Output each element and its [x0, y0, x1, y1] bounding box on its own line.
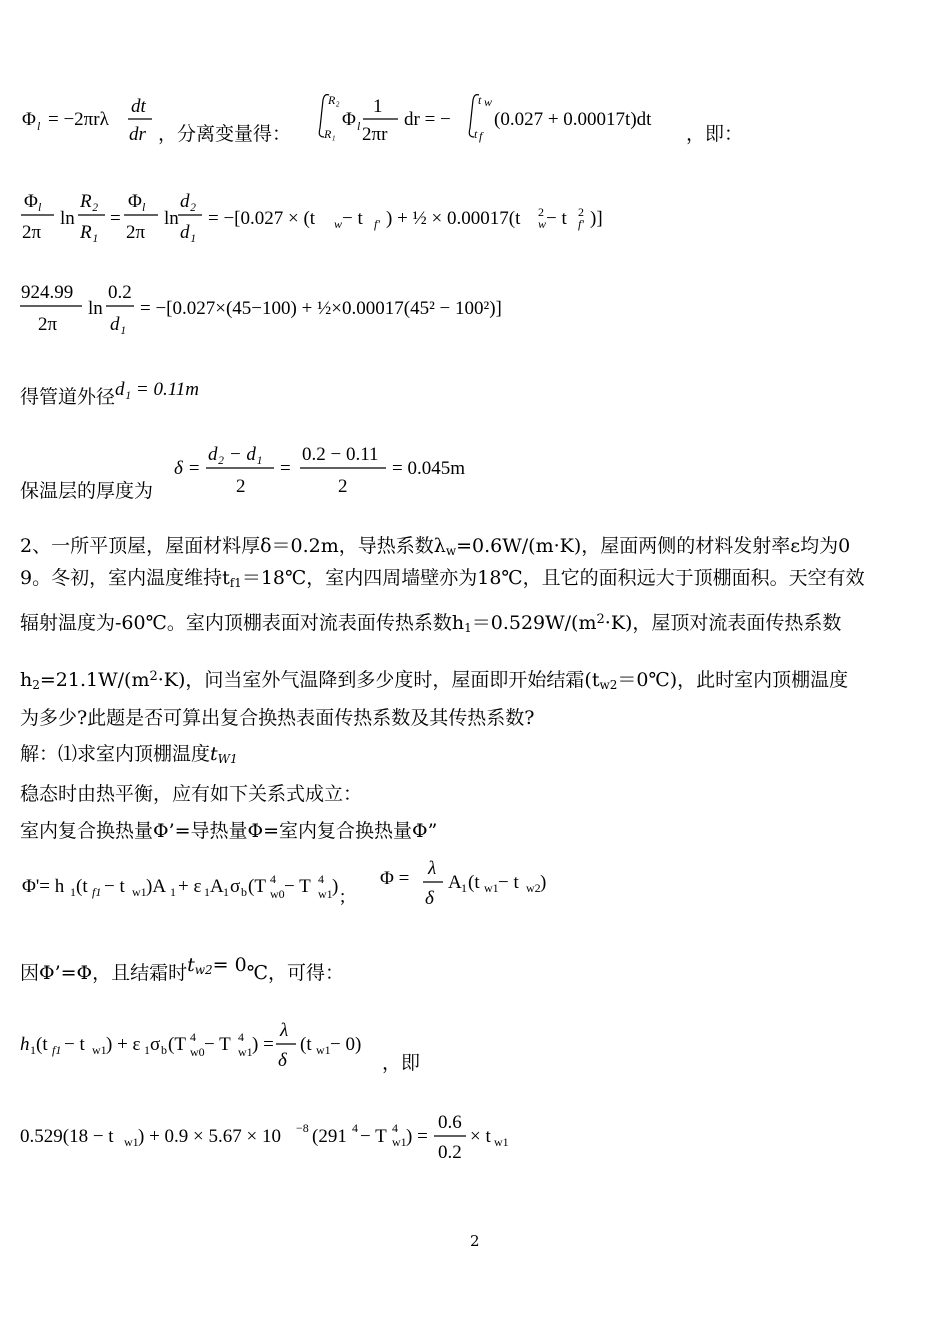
equation-log-relation	[18, 188, 638, 252]
solution-line-2: 稳态时由热平衡，应有如下关系式成立：	[20, 783, 363, 805]
svg-text:)A: )A	[146, 876, 167, 897]
eq2-f2-num: R₂	[80, 191, 99, 212]
eq1-int-upper: R₂	[328, 93, 340, 107]
problem-line-4: $h2=21.1W/(m^2\cdot K)$，问当室外气温降到多少度时，屋面即开始结霜(tw2＝0℃)，此时室内顶棚温度	[20, 669, 849, 692]
svg-text:4: 4	[392, 1121, 398, 1135]
svg-text:) + 0.9 × 5.67 × 10: ) + 0.9 × 5.67 × 10	[138, 1126, 281, 1147]
eq2-rhs2: − t	[342, 208, 363, 229]
eq1-lhs-sub: l	[37, 119, 41, 133]
svg-text:w1: w1	[92, 1043, 107, 1057]
problem-line-3: 辐射温度为-60℃。室内顶棚表面对流表面传热系数$h1=0.529W/(m^2\cdot K)$，屋顶对流表面传热系数	[20, 612, 842, 635]
svg-text:w1: w1	[484, 881, 499, 895]
svg-text:w0: w0	[190, 1045, 205, 1059]
svg-text:l: l	[357, 119, 361, 133]
eq1-rhs: = −2πrλ	[48, 109, 109, 130]
eq1-int-body-2: dr = −	[404, 109, 451, 130]
svg-text:(291: (291	[312, 1126, 347, 1147]
svg-text:σ: σ	[230, 876, 241, 897]
problem-line-5: 为多少?此题是否可算出复合换热表面传热系数及其传热系数?	[20, 707, 535, 729]
svg-text:0.6: 0.6	[438, 1112, 462, 1133]
eq2-f4-num: d₂	[180, 191, 197, 212]
svg-text:0.529(18 − t: 0.529(18 − t	[20, 1126, 114, 1147]
eq1-frac-den: dr	[129, 124, 146, 145]
svg-text:): )	[540, 872, 547, 893]
svg-text:1: 1	[70, 885, 76, 899]
svg-text:f1: f1	[52, 1043, 62, 1057]
thickness-lhs: δ =	[174, 458, 201, 479]
svg-text:f': f'	[578, 217, 584, 231]
eq2-f2-den: R₁	[80, 222, 99, 243]
svg-text:): )	[332, 876, 339, 897]
eq1-int2-upper: t	[478, 93, 482, 107]
eq1-int-frac-num: 1	[373, 96, 383, 117]
svg-text:;: ;	[340, 886, 346, 907]
problem-line-2: 9。冬初，室内温度维持tf1＝18℃，室内四周墙壁亦为18℃，且它的面积远大于顶棚面积。天空有效	[20, 567, 865, 590]
svg-text:1: 1	[30, 1043, 36, 1057]
svg-text:Φ =: Φ =	[380, 868, 410, 889]
eq3-f1-num: 924.99	[21, 282, 74, 303]
svg-text:δ: δ	[278, 1050, 287, 1071]
svg-text:− 0): − 0)	[330, 1034, 362, 1055]
svg-text:w1: w1	[392, 1135, 407, 1149]
svg-text:w: w	[538, 217, 547, 231]
svg-text:λ: λ	[428, 858, 437, 879]
svg-text:w2: w2	[526, 881, 541, 895]
thickness-result: = 0.045m	[392, 458, 465, 479]
svg-text:λ: λ	[280, 1020, 289, 1041]
svg-text:) =: ) =	[406, 1126, 428, 1147]
svg-text:− T: − T	[284, 876, 311, 897]
svg-text:) + ε: ) + ε	[106, 1034, 141, 1055]
equation-numeric-balance	[18, 1106, 538, 1166]
svg-text:l: l	[38, 200, 42, 214]
svg-text:h: h	[20, 1034, 30, 1055]
eq1-int-body-3: (0.027 + 0.00017t)dt	[494, 109, 652, 130]
svg-text:w1: w1	[494, 1135, 509, 1149]
svg-text:f': f'	[374, 217, 380, 231]
eq2-f3-num: Φ	[128, 191, 142, 212]
eq3-ln: ln	[88, 298, 103, 319]
thickness-f1-den: 2	[236, 476, 246, 497]
outer-diameter-text: 得管道外径	[20, 386, 116, 408]
eq2-f1-den: 2π	[22, 222, 42, 243]
eq3-f2-den: d₁	[110, 314, 127, 335]
eq3-f2-num: 0.2	[108, 282, 132, 303]
svg-text:1: 1	[144, 1043, 150, 1057]
svg-text:− t: − t	[104, 876, 125, 897]
svg-text:(t: (t	[36, 1034, 48, 1055]
svg-text:4: 4	[190, 1030, 196, 1044]
eq1-int2-lower: t	[474, 127, 478, 141]
svg-text:(t: (t	[76, 876, 88, 897]
svg-text:w1: w1	[124, 1135, 139, 1149]
problem-line-1: 2、一所平顶屋，屋面材料厚δ＝0.2m，导热系数λw=0.6W/(m·K)，屋面两侧的材料发射率ε均为0	[20, 535, 851, 558]
svg-text:− t: − t	[498, 872, 519, 893]
svg-text:4: 4	[352, 1121, 358, 1135]
svg-text:(t: (t	[468, 872, 480, 893]
thickness-eqsign: =	[280, 458, 291, 479]
eq1-int-frac-den: 2πr	[362, 124, 388, 145]
svg-text:b: b	[161, 1043, 167, 1057]
svg-text:(T: (T	[168, 1034, 186, 1055]
svg-text:× t: × t	[470, 1126, 491, 1147]
eq2-ln: ln	[60, 208, 75, 229]
eq1-tail: ，即：	[686, 124, 744, 145]
equation-thickness	[170, 440, 490, 504]
svg-text:1: 1	[170, 885, 176, 899]
svg-text:δ: δ	[425, 888, 434, 909]
eq2-rhs: = −[0.027 × (t	[208, 208, 316, 229]
page-number: 2	[470, 1232, 480, 1250]
svg-text:1: 1	[204, 885, 210, 899]
eq1-int-lower: R₁	[324, 127, 336, 141]
svg-text:b: b	[241, 885, 247, 899]
svg-text:w1: w1	[238, 1045, 253, 1059]
eq3-f1-den: 2π	[38, 314, 58, 335]
thickness-f1-num: d₂ − d₁	[208, 444, 263, 465]
eq2-rhs5: )]	[590, 208, 603, 229]
svg-text:1: 1	[223, 885, 229, 899]
eq1-lhs: Φ	[22, 109, 36, 130]
thickness-label: 保温层的厚度为	[20, 480, 154, 502]
thickness-f2-num: 0.2 − 0.11	[302, 444, 379, 465]
solution-line-3: 室内复合换热量Φ’=导热量Φ=室内复合换热量Φ”	[20, 820, 438, 842]
equation-heat-flux-differential	[18, 92, 938, 162]
svg-text:=: =	[110, 208, 121, 229]
svg-text:A: A	[448, 872, 462, 893]
thickness-f2-den: 2	[338, 476, 348, 497]
svg-text:w1: w1	[318, 887, 333, 901]
svg-text:f: f	[479, 129, 483, 143]
eq2-f3-den: 2π	[126, 222, 146, 243]
svg-text:Φ'= h: Φ'= h	[22, 876, 65, 897]
svg-text:f1: f1	[92, 885, 102, 899]
eq1-frac-num: dt	[131, 96, 146, 117]
eq3-rhs: = −[0.027×(45−100) + ½×0.00017(45² − 100²)]	[140, 298, 502, 319]
outer-diameter-eq: d₁ = 0.11m	[115, 379, 200, 400]
eq2-f1-num: Φ	[24, 191, 38, 212]
svg-text:0.2: 0.2	[438, 1142, 462, 1163]
svg-text:− t: − t	[64, 1034, 85, 1055]
svg-text:w1: w1	[316, 1043, 331, 1057]
svg-text:2: 2	[538, 205, 544, 219]
svg-text:− T: − T	[360, 1126, 387, 1147]
svg-text:+ ε: + ε	[178, 876, 202, 897]
eq2-rhs3: ) + ½ × 0.00017(t	[386, 208, 521, 229]
solution-ji: ，即	[382, 1052, 421, 1074]
svg-text:1: 1	[461, 881, 467, 895]
solution-step-1: 解：⑴求室内顶棚温度tW1	[20, 743, 238, 766]
eq1-int-body-1: Φ	[342, 109, 356, 130]
svg-text:− T: − T	[204, 1034, 231, 1055]
svg-text:4: 4	[318, 872, 324, 886]
equation-numeric-log	[18, 278, 638, 342]
eq2-f4-den: d₁	[180, 222, 197, 243]
equation-heat-balance	[18, 858, 578, 918]
svg-text:(T: (T	[248, 876, 266, 897]
svg-text:w: w	[484, 95, 493, 109]
svg-text:l: l	[142, 200, 146, 214]
eq2-rhs4: − t	[546, 208, 567, 229]
svg-text:σ: σ	[150, 1034, 161, 1055]
svg-text:w1: w1	[132, 885, 147, 899]
svg-text:w0: w0	[270, 887, 285, 901]
eq1-connector: ，分离变量得：	[158, 124, 292, 145]
svg-text:A: A	[210, 876, 224, 897]
svg-text:2: 2	[578, 205, 584, 219]
svg-text:4: 4	[238, 1030, 244, 1044]
svg-text:4: 4	[270, 872, 276, 886]
outer-diameter-line	[20, 379, 200, 409]
svg-text:(t: (t	[300, 1034, 312, 1055]
svg-text:w: w	[334, 217, 343, 231]
svg-text:) =: ) =	[252, 1034, 274, 1055]
svg-text:−8: −8	[296, 1121, 309, 1135]
eq2-ln-2: ln	[164, 208, 179, 229]
solution-because-line: 因Φ’=Φ，且结霜时$t^{w2}=$ 0℃，可得：	[20, 954, 344, 984]
